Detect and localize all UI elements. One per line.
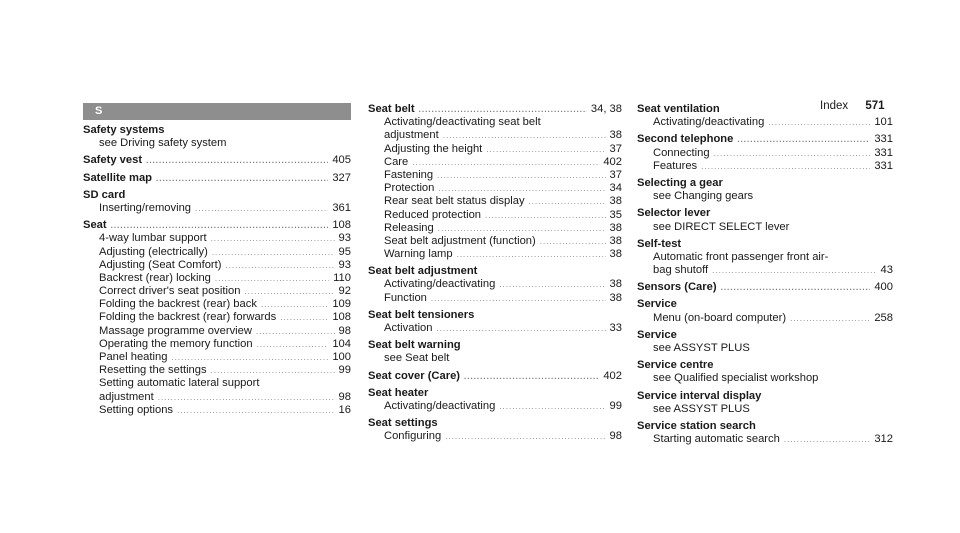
entry-subitem-text: Operating the memory function xyxy=(99,337,253,350)
page-reference[interactable]: 405 xyxy=(332,154,351,167)
entry-subitem xyxy=(637,433,893,446)
entry-subitem-text: Activating/deactivating seat belt xyxy=(384,116,541,129)
dot-leader xyxy=(499,278,605,291)
entry-subitem xyxy=(83,232,351,245)
dot-leader xyxy=(445,430,605,443)
index-entry xyxy=(637,359,893,385)
dot-leader xyxy=(443,129,606,142)
index-column-3 xyxy=(637,103,893,450)
index-entry xyxy=(368,265,622,305)
dot-leader xyxy=(226,259,335,272)
page-reference[interactable]: 99 xyxy=(338,364,351,377)
entry-subitem xyxy=(83,298,351,311)
dot-leader xyxy=(485,209,606,222)
index-label: Index xyxy=(820,100,849,112)
entry-subitem-text: see Qualified specialist workshop xyxy=(653,372,819,385)
index-entry xyxy=(637,281,893,294)
entry-heading xyxy=(83,154,351,167)
page-reference[interactable]: 37 xyxy=(609,168,622,181)
dot-leader xyxy=(146,154,328,167)
dot-leader xyxy=(156,172,328,185)
index-entry xyxy=(637,420,893,446)
entry-heading xyxy=(637,329,893,342)
entry-subitem-text: Automatic front passenger front air- xyxy=(653,250,829,263)
entry-subitem xyxy=(637,160,893,173)
dot-leader xyxy=(111,219,329,232)
page-reference[interactable]: 312 xyxy=(874,433,893,446)
entry-heading-text: Second telephone xyxy=(637,133,734,146)
dot-leader xyxy=(437,322,606,335)
entry-heading xyxy=(637,103,893,116)
entry-subitem-text: Reduced protection xyxy=(384,208,482,221)
page-reference[interactable]: 108 xyxy=(332,219,351,232)
dot-leader xyxy=(177,404,335,417)
entry-subitem-text: see Changing gears xyxy=(653,190,754,203)
entry-subitem xyxy=(368,116,622,129)
page-reference[interactable]: 93 xyxy=(338,232,351,245)
entry-subitem-text: see ASSYST PLUS xyxy=(653,402,750,415)
dot-leader xyxy=(261,298,328,311)
entry-subitem-text: Activating/deactivating xyxy=(384,278,496,291)
index-entry xyxy=(83,172,351,185)
entry-heading xyxy=(637,281,893,294)
entry-subitem xyxy=(368,278,622,291)
page-reference[interactable]: 108 xyxy=(332,311,351,324)
entry-heading-text: Seat cover (Care) xyxy=(368,369,461,382)
entry-subitem-text: see Seat belt xyxy=(384,352,450,365)
entry-heading xyxy=(637,238,893,251)
dot-leader xyxy=(212,246,335,259)
entry-heading xyxy=(83,189,351,202)
entry-subitem-text: Setting automatic lateral support xyxy=(99,377,260,390)
entry-subitem xyxy=(637,116,893,129)
entry-heading xyxy=(368,339,622,352)
entry-subitem-text: 4-way lumbar support xyxy=(99,232,207,245)
entry-subitem xyxy=(83,259,351,272)
index-entry xyxy=(637,298,893,324)
entry-subitem xyxy=(83,325,351,338)
entry-subitem xyxy=(368,352,622,365)
entry-subitem-text: Resetting the settings xyxy=(99,364,207,377)
page-reference[interactable]: 38 xyxy=(609,234,622,247)
page-reference[interactable]: 361 xyxy=(332,201,351,214)
page-reference[interactable]: 33 xyxy=(609,322,622,334)
dot-leader xyxy=(737,133,870,146)
entry-subitem-text: bag shutoff xyxy=(653,264,709,277)
page-reference[interactable]: 327 xyxy=(332,171,351,184)
page-reference[interactable]: 101 xyxy=(874,116,893,129)
entry-subitem xyxy=(83,351,351,364)
entry-subitem xyxy=(368,430,622,443)
dot-leader xyxy=(215,272,329,285)
entry-subitem xyxy=(83,364,351,377)
page-reference[interactable]: 110 xyxy=(333,271,351,284)
index-entry xyxy=(637,133,893,173)
entry-heading-text: Service interval display xyxy=(637,389,762,402)
entry-subitem-text: Setting options xyxy=(99,403,174,416)
entry-subitem xyxy=(368,235,622,248)
index-column-1 xyxy=(83,103,351,421)
entry-subitem xyxy=(637,190,893,203)
entry-heading-text: Seat ventilation xyxy=(637,103,720,115)
entry-subitem-text: Massage programme overview xyxy=(99,324,252,337)
dot-leader xyxy=(486,143,605,156)
index-entry xyxy=(637,329,893,355)
dot-leader xyxy=(714,147,871,160)
page-reference[interactable]: 331 xyxy=(874,159,893,172)
entry-heading-text: Safety systems xyxy=(83,124,165,136)
entry-subitem-text: Features xyxy=(653,159,698,172)
dot-leader xyxy=(438,182,605,195)
entry-subitem-text: Activation xyxy=(384,322,433,334)
entry-subitem-text: see DIRECT SELECT lever xyxy=(653,220,790,233)
entry-heading-text: Seat belt tensioners xyxy=(368,308,475,321)
entry-subitem-text: Activating/deactivating xyxy=(384,399,496,412)
entry-heading-text: Seat heater xyxy=(368,386,429,399)
page-reference[interactable]: 331 xyxy=(874,133,893,146)
entry-heading xyxy=(637,390,893,403)
page-reference[interactable]: 38 xyxy=(609,291,622,304)
index-entry xyxy=(368,339,622,365)
entry-heading-text: Seat xyxy=(83,219,107,232)
dot-leader xyxy=(211,364,335,377)
entry-subitem-text: Activating/deactivating xyxy=(653,116,765,129)
entry-subitem-text: adjustment xyxy=(384,129,439,142)
entry-subitem xyxy=(637,147,893,160)
entry-subitem xyxy=(637,403,893,416)
entry-subitem-text: Function xyxy=(384,291,427,304)
entry-subitem xyxy=(83,391,351,404)
entry-subitem xyxy=(368,222,622,235)
entry-subitem-text: Starting automatic search xyxy=(653,433,780,446)
entry-subitem xyxy=(368,292,622,305)
entry-subitem xyxy=(368,143,622,156)
entry-subitem-text: Panel heating xyxy=(99,351,168,363)
entry-heading-text: Selecting a gear xyxy=(637,176,723,189)
entry-subitem xyxy=(637,372,893,385)
entry-heading-text: Seat settings xyxy=(368,417,438,430)
page-reference[interactable]: 16 xyxy=(338,403,351,416)
entry-heading-text: Seat belt xyxy=(368,103,415,115)
dot-leader xyxy=(721,281,871,294)
dot-leader xyxy=(701,160,870,173)
dot-leader xyxy=(768,116,870,129)
dot-leader xyxy=(256,325,335,338)
entry-heading-text: SD card xyxy=(83,188,126,201)
entry-subitem-text: Adjusting (Seat Comfort) xyxy=(99,258,222,271)
entry-subitem xyxy=(83,202,351,215)
entry-subitem xyxy=(368,156,622,169)
entry-subitem-text: see Driving safety system xyxy=(99,137,227,150)
entry-subitem-text: Inserting/removing xyxy=(99,201,192,214)
entry-heading-text: Sensors (Care) xyxy=(637,281,717,294)
entry-subitem-text: Fastening xyxy=(384,168,434,181)
entry-subitem-text: Configuring xyxy=(384,430,442,443)
dot-leader xyxy=(257,338,329,351)
entry-subitem-text: Warning lamp xyxy=(384,248,453,261)
page-reference[interactable]: 35 xyxy=(609,208,622,221)
entry-subitem xyxy=(368,209,622,222)
entry-heading xyxy=(637,359,893,372)
dot-leader xyxy=(784,433,870,446)
index-entry xyxy=(368,387,622,413)
page-reference[interactable]: 95 xyxy=(338,245,351,258)
dot-leader xyxy=(211,232,335,245)
index-entry xyxy=(368,103,622,261)
entry-subitem-text: Connecting xyxy=(653,146,710,159)
entry-heading xyxy=(368,265,622,278)
entry-subitem-text: Menu (on-board computer) xyxy=(653,311,787,324)
page-reference[interactable]: 92 xyxy=(338,285,351,298)
entry-subitem xyxy=(83,246,351,259)
entry-subitem xyxy=(368,129,622,142)
page-reference[interactable]: 98 xyxy=(338,390,351,403)
entry-heading-text: Selector lever xyxy=(637,207,711,220)
index-entry xyxy=(83,189,351,215)
page-reference[interactable]: 43 xyxy=(880,264,893,277)
entry-subitem xyxy=(637,221,893,234)
page-reference[interactable]: 402 xyxy=(603,155,622,168)
entry-heading-text: Seat belt warning xyxy=(368,339,461,352)
index-entry xyxy=(83,124,351,150)
page-reference[interactable]: 38 xyxy=(609,248,622,261)
page-number: 571 xyxy=(865,100,885,112)
page-reference[interactable]: 400 xyxy=(874,281,893,294)
index-entry xyxy=(83,219,351,417)
entry-subitem xyxy=(83,137,351,150)
entry-subitem-text: Correct driver's seat position xyxy=(99,285,241,298)
entry-subitem-text: adjustment xyxy=(99,390,154,403)
index-entry xyxy=(368,370,622,383)
entry-heading xyxy=(637,420,893,433)
dot-leader xyxy=(244,285,334,298)
page-reference[interactable]: 98 xyxy=(609,430,622,443)
entry-subitem-text: Care xyxy=(384,155,409,168)
dot-leader xyxy=(437,169,605,182)
entry-subitem xyxy=(83,311,351,324)
entry-heading xyxy=(637,177,893,190)
dot-leader xyxy=(457,248,606,261)
dot-leader xyxy=(790,312,870,325)
entry-subitem xyxy=(368,169,622,182)
entry-subitem xyxy=(83,272,351,285)
dot-leader xyxy=(438,222,606,235)
dot-leader xyxy=(412,156,599,169)
entry-subitem-text: Releasing xyxy=(384,221,434,234)
entry-heading xyxy=(83,172,351,185)
index-entry xyxy=(637,238,893,278)
entry-heading-text: Service centre xyxy=(637,359,714,372)
page-reference[interactable]: 104 xyxy=(332,337,351,350)
dot-leader xyxy=(540,235,606,248)
dot-leader xyxy=(712,264,876,277)
page-reference[interactable]: 38 xyxy=(609,129,622,142)
dot-leader xyxy=(171,351,328,364)
page-reference[interactable]: 402 xyxy=(603,369,622,382)
entry-subitem xyxy=(368,182,622,195)
index-entry xyxy=(637,103,893,129)
entry-heading xyxy=(83,124,351,137)
entry-subitem xyxy=(637,312,893,325)
index-entry xyxy=(368,417,622,443)
index-entry xyxy=(637,177,893,203)
entry-heading xyxy=(368,417,622,430)
entry-heading-text: Self-test xyxy=(637,237,682,250)
entry-subitem xyxy=(83,404,351,417)
entry-heading-text: Safety vest xyxy=(83,154,143,167)
page-reference[interactable]: 38 xyxy=(609,195,622,208)
entry-heading xyxy=(368,103,622,116)
page-reference[interactable]: 38 xyxy=(609,221,622,234)
entry-subitem xyxy=(368,322,622,335)
index-column-2 xyxy=(368,103,622,448)
entry-subitem xyxy=(83,285,351,298)
dot-leader xyxy=(158,391,335,404)
page-reference[interactable]: 37 xyxy=(609,142,622,155)
entry-subitem xyxy=(637,251,893,264)
dot-leader xyxy=(529,195,606,208)
page-reference[interactable]: 34, 38 xyxy=(590,103,622,115)
page-reference[interactable]: 93 xyxy=(338,258,351,271)
entry-subitem-text: Adjusting (electrically) xyxy=(99,245,208,258)
entry-heading xyxy=(83,219,351,232)
entry-heading xyxy=(368,370,622,383)
dot-leader xyxy=(419,103,587,116)
entry-subitem xyxy=(637,264,893,277)
entry-heading-text: Service station search xyxy=(637,419,756,432)
entry-subitem-text: Seat belt adjustment (function) xyxy=(384,234,536,247)
entry-subitem-text: Rear seat belt status display xyxy=(384,195,525,208)
entry-heading xyxy=(637,133,893,146)
index-entry xyxy=(368,309,622,335)
entry-heading-text: Satellite map xyxy=(83,171,153,184)
entry-subitem-text: Protection xyxy=(384,182,435,195)
index-entry xyxy=(637,390,893,416)
entry-heading xyxy=(368,387,622,400)
entry-subitem xyxy=(83,338,351,351)
entry-heading-text: Seat belt adjustment xyxy=(368,265,478,278)
page-reference[interactable]: 98 xyxy=(338,324,351,337)
dot-leader xyxy=(195,202,328,215)
entry-subitem-text: Folding the backrest (rear) forwards xyxy=(99,311,277,324)
page-reference[interactable]: 109 xyxy=(332,298,351,311)
entry-subitem-text: Backrest (rear) locking xyxy=(99,271,211,284)
index-entry xyxy=(637,207,893,233)
dot-leader xyxy=(499,400,605,413)
entry-subitem-text: see ASSYST PLUS xyxy=(653,342,750,354)
entry-subitem xyxy=(83,377,351,390)
page-reference[interactable]: 38 xyxy=(609,278,622,291)
page-reference[interactable]: 99 xyxy=(609,399,622,412)
page-reference[interactable]: 258 xyxy=(874,311,893,324)
entry-heading-text: Service xyxy=(637,328,677,341)
entry-heading xyxy=(637,298,893,311)
entry-heading xyxy=(637,207,893,220)
entry-subitem xyxy=(368,400,622,413)
page-reference[interactable]: 100 xyxy=(332,351,351,363)
entry-subitem-text: Adjusting the height xyxy=(384,142,483,155)
entry-subitem-text: Folding the backrest (rear) back xyxy=(99,298,257,311)
entry-heading xyxy=(368,309,622,322)
entry-subitem xyxy=(368,195,622,208)
entry-heading-text: Service xyxy=(637,298,677,311)
dot-leader xyxy=(464,370,599,383)
dot-leader xyxy=(431,292,606,305)
index-entry xyxy=(83,154,351,167)
letter-heading: S xyxy=(83,103,351,120)
dot-leader xyxy=(280,311,328,324)
page-reference[interactable]: 34 xyxy=(609,182,622,195)
page-reference[interactable]: 331 xyxy=(874,146,893,159)
entry-subitem xyxy=(637,342,893,355)
entry-subitem xyxy=(368,248,622,261)
